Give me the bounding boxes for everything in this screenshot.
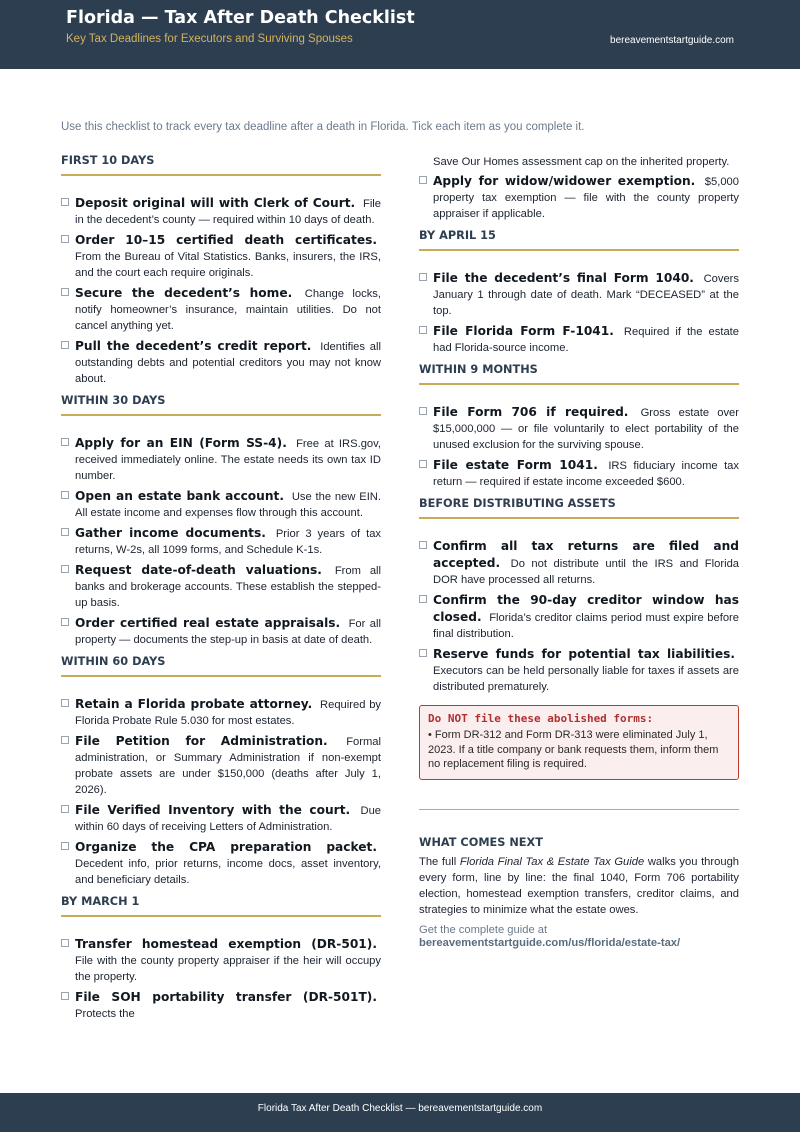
item-title: Organize the CPA preparation packet. [75, 840, 377, 854]
page-header [0, 0, 800, 69]
checkbox[interactable] [419, 326, 427, 334]
checklist-item [61, 733, 381, 798]
section-heading: WITHIN 9 MONTHS [419, 363, 739, 385]
page-subtitle: Key Tax Deadlines for Executors and Surviving Spouses [66, 33, 353, 45]
item-title: Apply for an EIN (Form SS-4). [75, 436, 287, 450]
item-title: Retain a Florida probate attorney. [75, 697, 313, 711]
checklist-item [61, 696, 381, 729]
item-text: Due within 60 days of receiving Letters of Administration. [75, 805, 382, 833]
continued-text: Save Our Homes assessment cap on the inherited property. [433, 156, 730, 168]
checklist-item [61, 232, 381, 281]
item-text: From all banks and brokerage accounts. These establish the stepped-up basis. [75, 565, 382, 609]
checkbox[interactable] [61, 235, 69, 243]
section-heading: FIRST 10 DAYS [61, 154, 381, 176]
item-text: Covers January 1 through date of death. Mark “DECEASED” at the top. [433, 273, 739, 317]
guide-title: Florida Final Tax & Estate Tax Guide [459, 855, 645, 868]
item-text: File with the county property appraiser if the heir will occupy the property. [75, 955, 381, 983]
abolished-forms-warning [419, 705, 739, 780]
item-title: File estate Form 1041. [433, 458, 598, 472]
item-title: File the decedent’s final Form 1040. [433, 271, 694, 285]
item-text: Required if the estate had Florida-source income. [433, 326, 739, 354]
warning-body: • Form DR-312 and Form DR-313 were eliminated July 1, 2023. If a title company or bank requests them, inform them no replacement filing is required. [428, 729, 719, 770]
checkbox[interactable] [61, 736, 69, 744]
footer-text: Florida Tax After Death Checklist — bereavementstartguide.com [257, 1103, 543, 1114]
item-text: Gross estate over $15,000,000 — or file voluntarily to elect portability of the unused exclusion for the surviving spouse. [433, 407, 740, 451]
checkbox[interactable] [61, 992, 69, 1000]
item-title: File Form 706 if required. [433, 405, 629, 419]
divider [419, 809, 739, 810]
item-text: Do not distribute until the IRS and Florida DOR have processed all returns. [433, 558, 740, 586]
checklist-item [419, 270, 739, 319]
guide-link-label: Get the complete guide at [419, 923, 548, 936]
checkbox[interactable] [61, 565, 69, 573]
next-heading: WHAT COMES NEXT [419, 835, 543, 849]
checklist-item [419, 404, 739, 453]
item-text: Protects the [75, 1008, 135, 1020]
checklist-item [61, 936, 381, 985]
item-title: Secure the decedent’s home. [75, 286, 293, 300]
site-name: bereavementstartguide.com [610, 35, 734, 46]
checkbox[interactable] [61, 939, 69, 947]
page-footer [0, 1093, 800, 1132]
right-column [419, 154, 739, 949]
item-title: Open an estate bank account. [75, 489, 284, 503]
checklist-item [61, 989, 381, 1022]
checklist-item [419, 323, 739, 356]
checkbox[interactable] [419, 176, 427, 184]
item-title: Confirm all tax returns are filed and accepted. [433, 539, 739, 570]
warning-title: Do NOT file these abolished forms: [428, 712, 654, 725]
checkbox[interactable] [61, 618, 69, 626]
page-title: Florida — Tax After Death Checklist [66, 8, 415, 28]
checklist-item [61, 195, 381, 228]
checkbox[interactable] [61, 528, 69, 536]
item-title: File Petition for Administration. [75, 734, 328, 748]
item-text: For all property — documents the step-up in basis at date of death. [75, 618, 381, 646]
checklist-item [419, 592, 739, 642]
checkbox[interactable] [61, 198, 69, 206]
checkbox[interactable] [419, 595, 427, 603]
checkbox[interactable] [61, 699, 69, 707]
item-text: Free at IRS.gov, received immediately online. The estate needs its own tax ID number. [75, 438, 382, 482]
checklist-item [61, 285, 381, 334]
checkbox[interactable] [419, 649, 427, 657]
item-text: Identifies all outstanding debts and potential creditors you may not know about. [75, 341, 381, 385]
item-title: Apply for widow/widower exemption. [433, 174, 696, 188]
section-heading: WITHIN 60 DAYS [61, 655, 381, 677]
section-heading: BY MARCH 1 [61, 895, 381, 917]
section-heading: BEFORE DISTRIBUTING ASSETS [419, 497, 739, 519]
item-title: File SOH portability transfer (DR-501T). [75, 990, 377, 1004]
checklist-item [61, 562, 381, 611]
checklist-item [419, 538, 739, 588]
next-text-after: walks you through every form, line by line: the final 1040, Form 706 portability election, homestead exemption transfers, creditor claims, and strategies to minimize what the estate owes. [419, 855, 740, 916]
checklist-item [61, 435, 381, 484]
item-title: File Verified Inventory with the court. [75, 803, 351, 817]
checklist-item [61, 802, 381, 835]
checkbox[interactable] [61, 805, 69, 813]
checklist-item [419, 173, 739, 222]
item-text: Prior 3 years of tax returns, W-2s, all 1099 forms, and Schedule K-1s. [75, 528, 382, 556]
item-text: Executors can be held personally liable for taxes if assets are distributed prematurely. [433, 665, 739, 693]
item-title: Reserve funds for potential tax liabilities. [433, 647, 735, 661]
intro-text: Use this checklist to track every tax deadline after a death in Florida. Tick each item as you complete it. [61, 121, 585, 133]
item-text: Formal administration, or Summary Administration if non-exempt probate assets are under $150,000 (deaths after July 1, 2026). [75, 736, 381, 796]
checkbox[interactable] [419, 541, 427, 549]
item-text: Decedent info, prior returns, income docs, asset inventory, and beneficiary details. [75, 858, 381, 886]
item-text: $5,000 property tax exemption — file with the county property appraiser if applicable. [433, 176, 739, 220]
item-text: From the Bureau of Vital Statistics. Banks, insurers, the IRS, and the court each require originals. [75, 251, 381, 279]
item-text: IRS fiduciary income tax return — required if estate income exceeded $600. [433, 460, 740, 488]
checklist-item [61, 839, 381, 888]
checklist-item [419, 646, 739, 695]
item-text: Change locks, notify homeowner’s insurance, maintain utilities. Do not cancel anything yet. [75, 288, 381, 332]
checkbox[interactable] [61, 341, 69, 349]
checkbox[interactable] [61, 491, 69, 499]
item-title: Gather income documents. [75, 526, 266, 540]
section-heading: WITHIN 30 DAYS [61, 394, 381, 416]
checklist-item [61, 525, 381, 558]
item-title: Pull the decedent’s credit report. [75, 339, 312, 353]
checkbox[interactable] [419, 460, 427, 468]
checklist-item [61, 488, 381, 521]
item-text: File in the decedent’s county — required within 10 days of death. [75, 198, 382, 226]
item-title: Deposit original will with Clerk of Court. [75, 196, 356, 210]
next-paragraph [419, 854, 739, 918]
checkbox[interactable] [419, 407, 427, 415]
item-title: Request date-of-death valuations. [75, 563, 322, 577]
item-title: Confirm the 90-day creditor window has closed. [433, 593, 739, 624]
section-heading: BY APRIL 15 [419, 229, 739, 251]
item-text: Required by Florida Probate Rule 5.030 for most estates. [75, 699, 382, 727]
left-column [61, 154, 381, 1026]
item-title: Order 10–15 certified death certificates. [75, 233, 377, 247]
checklist-item [419, 457, 739, 490]
checkbox[interactable] [419, 273, 427, 281]
item-title: Order certified real estate appraisals. [75, 616, 341, 630]
guide-link[interactable]: bereavementstartguide.com/us/florida/estate-tax/ [419, 936, 681, 949]
checkbox[interactable] [61, 842, 69, 850]
checkbox[interactable] [61, 438, 69, 446]
checklist-item [61, 338, 381, 387]
item-text: Florida’s creditor claims period must expire before final distribution. [433, 612, 740, 640]
next-text-before: The full [419, 855, 460, 868]
checklist-item [61, 615, 381, 648]
item-title: File Florida Form F-1041. [433, 324, 614, 338]
item-title: Transfer homestead exemption (DR-501). [75, 937, 377, 951]
item-text: Use the new EIN. All estate income and expenses flow through this account. [75, 491, 381, 519]
checkbox[interactable] [61, 288, 69, 296]
